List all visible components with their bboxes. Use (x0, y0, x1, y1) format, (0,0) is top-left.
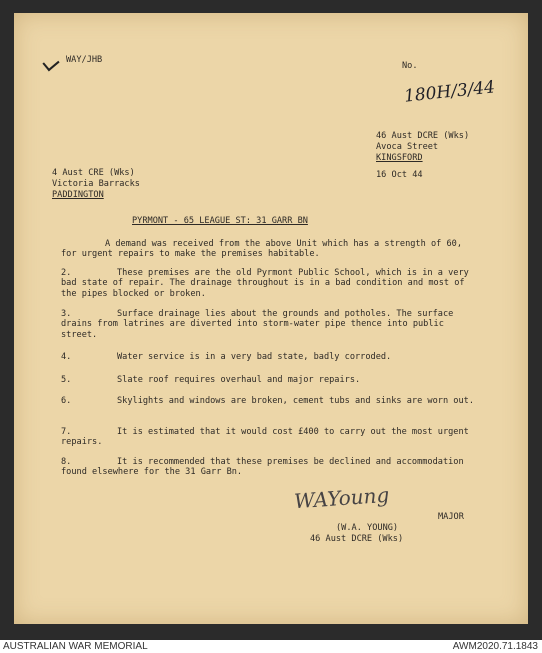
signatory-unit: 46 Aust DCRE (Wks) (310, 534, 404, 544)
reference-left: WAY/JHB (66, 55, 103, 65)
paragraph-2: 2. These premises are the old Pyrmont Public School, which is in a very bad state of repair. The drainage throughout is in a bad condition and most of the pipes blocked or broken. (61, 268, 469, 299)
paragraph-5: 5. Slate roof requires overhaul and major repairs. (61, 375, 361, 385)
letter-date: 16 Oct 44 (376, 170, 423, 180)
tick-mark (42, 55, 59, 72)
signatory-name: (W.A. YOUNG) (336, 523, 399, 533)
subject-line: PYRMONT - 65 LEAGUE ST: 31 GARR BN (132, 216, 308, 226)
sender-unit: 46 Aust DCRE (Wks) (376, 131, 470, 141)
handwritten-file-number: 180H/3/44 (403, 77, 496, 107)
archive-footer (0, 640, 542, 653)
reference-number-label: No. (402, 61, 418, 71)
paragraph-3: 3. Surface drainage lies about the grounds and potholes. The surface drains from latrines are diverted into storm-water pipe thence into public street. (61, 309, 454, 340)
paragraph-1: A demand was received from the above Unit which has a strength of 60, for urgent repairs to make the premises habitable. (61, 239, 462, 260)
signatory-rank: MAJOR (438, 512, 464, 522)
document-page (14, 13, 528, 624)
sender-suburb: KINGSFORD (376, 153, 423, 163)
paragraph-7: 7. It is estimated that it would cost £400 to carry out the most urgent repairs. (61, 427, 469, 448)
paragraph-8: 8. It is recommended that these premises be declined and accommodation found elsewhere for the 31 Garr Bn. (61, 457, 464, 478)
footer-accession-number: AWM2020.71.1843 (452, 641, 538, 652)
sender-street: Avoca Street (376, 142, 439, 152)
footer-institution: AUSTRALIAN WAR MEMORIAL (3, 641, 148, 652)
recipient-street: Victoria Barracks (52, 179, 140, 189)
recipient-suburb: PADDINGTON (52, 190, 104, 200)
paragraph-4: 4. Water service is in a very bad state, badly corroded. (61, 352, 392, 362)
recipient-unit: 4 Aust CRE (Wks) (52, 168, 135, 178)
paragraph-6: 6. Skylights and windows are broken, cement tubs and sinks are worn out. (61, 396, 474, 406)
handwritten-signature: WAYoung (293, 482, 390, 514)
